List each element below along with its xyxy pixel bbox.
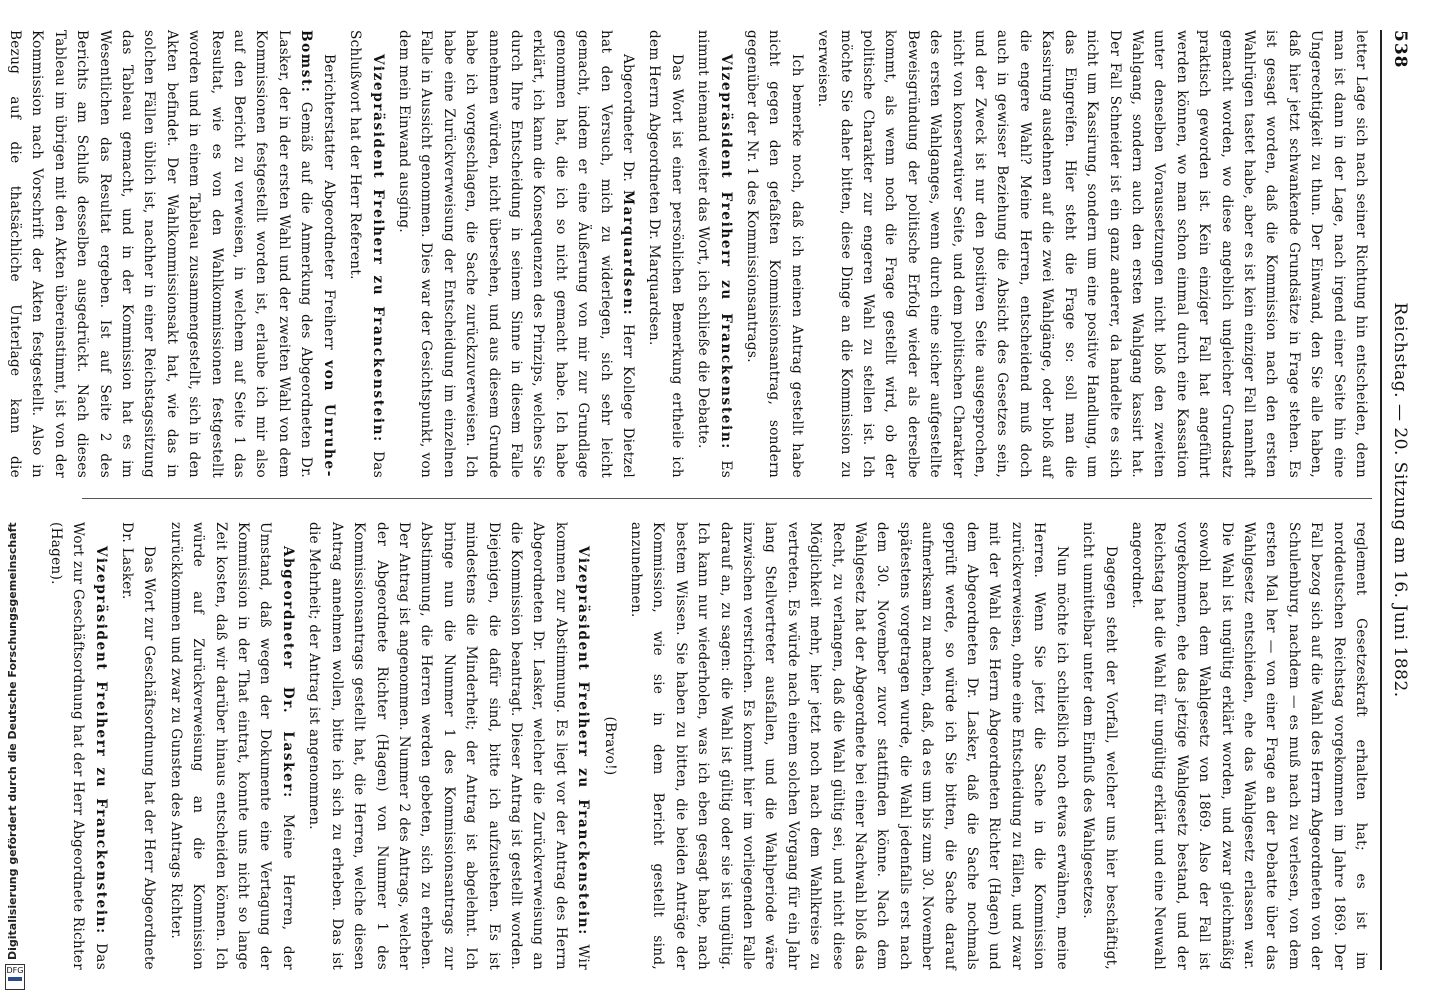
speech-text: Herr Kollege Dietzel hat den Versuch, mich zu widerlegen, sich sehr leicht gemacht, indem er eine Äußerung von mir zur Grundlage genommen hat, die ich so nicht gemacht habe. Ich habe erklärt, ich kann die Konsequenzen des Prinzips, welches Sie durch Ihre Entscheidung in seinem Sinne in diesem Falle annehmen würden, nicht übersehen, und aus diesem Grunde habe ich vorgeschlagen, die Sache zurückzuverweisen. Ich habe eine Zurückverweisung der Entscheidung im einzelnen Falle in Aussicht genommen. Dies war der Gesichtspunkt, von dem mein Einwand ausging. bbox=[395, 30, 636, 478]
paragraph bbox=[303, 522, 594, 970]
speech-text: Meine Herren, der Umstand, daß wegen der Dokumente eine Vertagung der Kommission in der That eintrat, konnte uns nicht so lange Zeit kosten, daß wir darüber hinaus entscheiden können. Ich würde auf Zurückverweisung an die Kommission zurückkommen und zwar zu Gunsten des Antrags Richter. bbox=[167, 522, 296, 970]
speaker-name: Vizepräsident Freiherr zu Franckenstein: bbox=[92, 546, 109, 935]
page-number: 538 bbox=[1390, 30, 1410, 69]
speech-text: Gemäß auf die Anmerkung des Abgeordneten Dr. Lasker, der in der ersten Wahl und der zweiten Wahl von dem Kommissionen festgestellt worden ist, erlaube ich mir also auf den Bericht zu verweisen, in welchem auf Seite 1 das Resultat, wie es von den Wahlkommissionen festgestellt worden und in einem Tableau zusammengestellt, sich in den Akten befindet. Der Wahlkommissionsakt hat, wie das in solchen Fällen üblich ist, nachher in einer Reichstagssitzung das Tableau gemacht, und in der Kommission hat es im Wesentlichen das Resultat ergeben. Ist auf Seite 2 des Berichts am Schluß desselben ausgedrückt. Nach dieses Tableau im übrigen mit den Akten übereinstimmt, ist von der Kommission nach Vorschrift der Akten festgestellt. Also in Bezug auf die thatsächliche Unterlage kann die bbox=[7, 30, 315, 478]
column-divider bbox=[82, 498, 1372, 499]
right-column bbox=[47, 522, 1372, 970]
paragraph bbox=[393, 30, 639, 478]
dfg-logo-text: DFG bbox=[6, 966, 24, 975]
page-header bbox=[1388, 30, 1412, 970]
speech-text: Es nimmt niemand weiter das Wort, ich schließe die Debatte. bbox=[695, 30, 734, 478]
applause-note: (Bravo!) bbox=[601, 716, 618, 776]
paragraph bbox=[344, 30, 389, 478]
paragraph: Ich bemerke noch, daß ich meinen Antrag gestellt habe nicht gegen den gefaßten Kommissionsantrag, sondern gegenüber der Nr. 1 des Kommissionsantrags. bbox=[744, 30, 805, 478]
speaker-title: Abgeordneter Dr. bbox=[620, 54, 636, 183]
left-column bbox=[7, 30, 1372, 479]
paragraph: Das Wort zur Geschäftsordnung hat der Herr Abgeordnete Dr. Lasker. bbox=[119, 522, 158, 970]
paragraph bbox=[164, 522, 298, 970]
speaker-title: Berichterstatter Abgeordneter Freiherr bbox=[320, 54, 337, 351]
paragraph bbox=[0, 30, 340, 478]
page-title: Reichstag. — 20. Sitzung am 16. Juni 1882. bbox=[1390, 302, 1410, 698]
speech-text: Das Wort zur Geschäftsordnung hat der Herr Abgeordnete Richter (Hagen). bbox=[47, 522, 109, 970]
speaker-name: Vizepräsident Freiherr zu Franckenstein: bbox=[575, 546, 592, 936]
dfg-logo-icon bbox=[5, 964, 25, 990]
speech-text: Wir kommen zur Abstimmung. Es liegt vor der Antrag des Herrn Abgeordneten Dr. Lasker, welcher die Zurückverweisung an die Kommission beantragt. Dieser Antrag ist gestellt worden. Diejenigen, die dafür sind, bitte ich aufzustehen. Es ist mindestens die Minderheit; der Antrag ist abgelehnt. Ich bringe nun die Nummer 1 des Kommissionsantrags zur Abstimmung, die Herren werden gebeten, sich zu erheben. Der Antrag ist angenommen. Nummer 2 des Antrags, welcher der Abgeordnete Richter (Hagen) von Nummer 1 des Kommissionsantrags gestellt hat, die Herren, welche diesen Antrag annehmen wollen, bitte ich sich zu erheben. Das ist die Mehrheit; der Antrag ist angenommen. bbox=[306, 522, 592, 970]
paragraph: reglement Gesetzeskraft erhalten hat; es ist im norddeutschen Reichstag vorgekommen im Jahre 1869. Der Fall bezog sich auf die Wahl des Herrn Abgeordneten von der Schulenburg, nachdem — es muß nach zu verlesen, von dem ersten Mal her — von einer Frage an der Debatte über das Wahlgesetz entschieden, ehe das Wahlgesetz erlassen war. Die Wahl ist ungültig erklärt worden, und zwar gleichmäßig sowohl nach dem Wahlgesetz von 1869. Also der Fall ist vorgekommen, ehe das jetzige Wahlgesetz bestand, und der Reichstag hat die Wahl für ungültig erklärt und eine Neuwahl angeordnet. bbox=[1128, 522, 1369, 970]
speech-text: Das Schlußwort hat der Herr Referent. bbox=[347, 30, 386, 478]
paragraph: letter Lage sich nach seiner Richtung hin entscheiden, denn man ist dann in der Lage, nach irgend einer Seite hin eine Ungerechtigkeit zu thun. Der Einwand, den Sie alle haben, daß hier jetzt schwankende Grundsätze in Frage stehen. Es ist gesagt worden, daß die Kommission nach den ersten Wahlrügen tastet habe, aber es ist kein einziger Fall namhaft gemacht worden, wo diese angeblich ungleicher Grundsatz praktisch geworden ist. Kein einziger Fall hat angeführt werden können, wo man schon einmal durch eine Kassation unter denselben Voraussetzungen nicht bloß den zweiten Wahlgang, sondern auch den ersten Wahlgang kassirt hat. Der Fall Schneider ist ein ganz anderer, da handelte es sich nicht um Kassirung, sondern um eine positive Handlung, um das Eingreifen. Hier steht die Frage so: soll man die Kassirung ausdehnen auf die zwei Wahlgänge, oder bloß auf die engere Wahl? Meine Herren, entscheidend muß doch auch in gewisser Beziehung die Absicht des Gesetzes sein, und der Zweck ist nur den positiven Seite ausgesprochen, nicht von konservativer Seite, und dem politischen Charakter des ersten Wahlganges, wenn durch eine sicher aufgestellte Beweisgründung der politische Erfolg wieder als derselbe kommt, als wenn noch die Frage gestellt wird, ob der politische Charakter zur engeren Wahl zu stellen ist. Ich möchte Sie daher bitten, diese Dinge an die Kommission zu verweisen. bbox=[815, 30, 1369, 478]
speaker-name: Vizepräsident Freiherr zu Franckenstein: bbox=[717, 54, 734, 450]
dfg-logo-bar bbox=[8, 977, 22, 981]
paragraph: Dagegen steht der Vorfall, welcher uns hier beschäftigt, nicht unmittelbar unter dem Einfluß des Wahlgesetzes. bbox=[1080, 522, 1119, 970]
paragraph: Das Wort ist einer persönlichen Bemerkung ertheile ich dem Herrn Abgeordneten Dr. Marquardsen. bbox=[646, 30, 685, 478]
speaker-name: Marquardsen: bbox=[620, 189, 636, 317]
speaker-name: Vizepräsident Freiherr zu Franckenstein: bbox=[369, 54, 386, 443]
paragraph bbox=[692, 30, 737, 478]
speaker-name: von Unruhe-Bomst: bbox=[298, 30, 337, 479]
paragraph bbox=[44, 522, 111, 970]
speaker-name: Abgeordneter Dr. Lasker: bbox=[279, 546, 296, 799]
paragraph: Nun möchte ich schließlich noch etwas erwähnen, meine Herren. Wenn Sie jetzt die Sache in die Kommission zurückverweisen, ohne eine Entscheidung zu fällen, und zwar mit der Wahl des Herrn Abgeordneten Richter (Hagen) und dem Abgeordneten Dr. Lasker, daß die Sache nochmals geprüft werde, so würde ich Sie bitten, die Sache darauf aufmerksam zu machen, daß, da es um bis zum 30. November spätestens vorgetragen wurde, die Wahl jedenfalls erst nach dem 30. November zuvor stattfinden könne. Nach dem Wahlgesetz hat der Abgeordnete bei einer Nachwahl bloß das Recht, zu verlangen, daß die Wahl gültig sei, und nicht diese Möglichkeit mehr, hier jetzt noch nach dem Wahlkreise zu vertreten. Es würde nach einem solchen Vorgang für ein Jahr lang Stellvertreter ausfallen, und die Wahlperiode wäre inzwischen verstrichen. Es kommt hier im vorliegenden Falle darauf an, zu sagen: die Wahl ist gültig oder sie ist ungültig. Ich kann nur wiederholen, was ich eben gesagt habe, nach bestem Wissen. Sie haben zu bitten, die beiden Anträge der Kommission, wie sie in dem Bericht gestellt sind, anzunehmen. bbox=[628, 522, 1070, 970]
header-rule bbox=[1380, 30, 1382, 970]
digitization-credit-text: Digitalisierung gefördert durch die Deutsche Forschungsgemeinschaft bbox=[6, 522, 19, 960]
